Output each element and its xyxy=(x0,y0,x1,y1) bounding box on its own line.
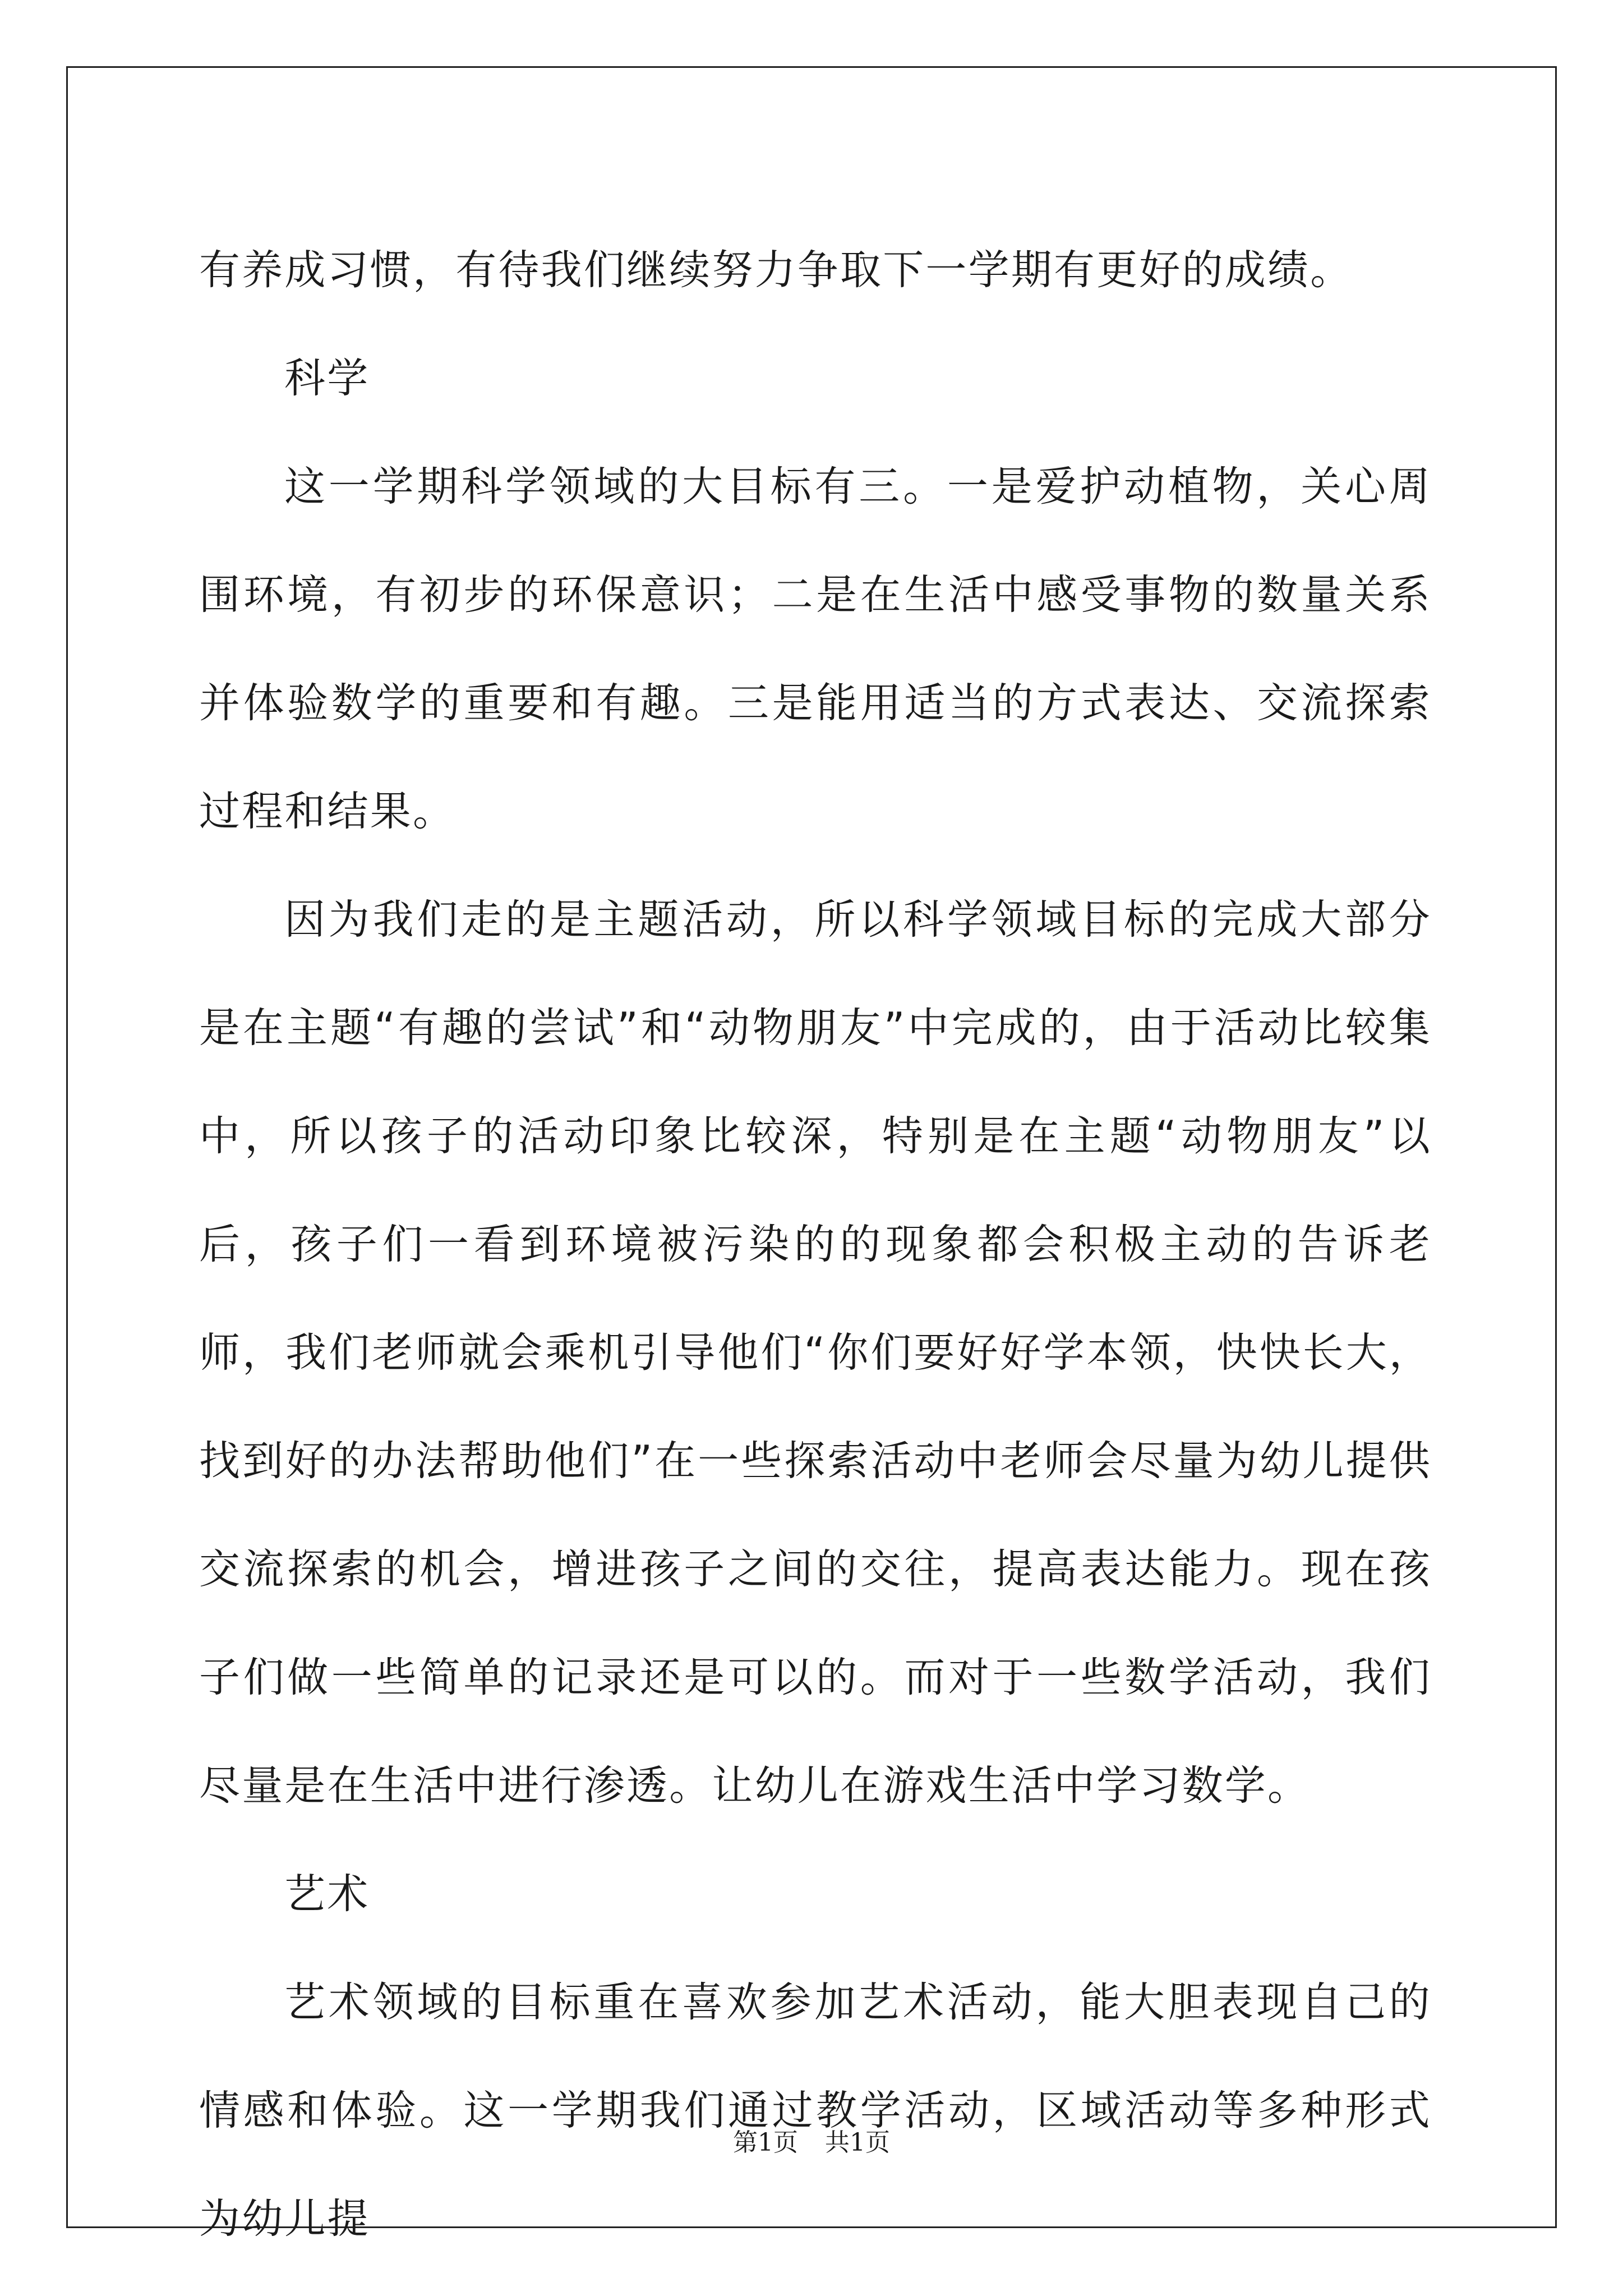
paragraph-science-goals: 这一学期科学领域的大目标有三。一是爱护动植物，关心周围环境，有初步的环保意识；二是在生活中感受事物的数量关系并体验数学的重要和有趣。三是能用适当的方式表达、交流探索过程和结果。 xyxy=(199,463,1432,835)
paragraph-science-activities: 因为我们走的是主题活动，所以科学领域目标的完成大部分是在主题“有趣的尝试”和“动物朋友”中完成的，由于活动比较集中，所以孩子的活动印象比较深，特别是在主题“动物朋友”以后，孩子们一看到环境被污染的的现象都会积极主动的告诉老师，我们老师就会乘机引导他们“你们要好好学本领，快快长大，找到好的办法帮助他们”在一些探索活动中老师会尽量为幼儿提供交流探索的机会，增进孩子之间的交往，提高表达能力。现在孩子们做一些简单的记录还是可以的。而对于一些数学活动，我们尽量是在生活中进行渗透。让幼儿在游戏生活中学习数学。 xyxy=(199,896,1432,1810)
section-heading-science: 科学 xyxy=(284,355,370,402)
page-footer xyxy=(0,2126,1623,2160)
paragraph-continuation: 有养成习惯，有待我们继续努力争取下一学期有更好的成绩。 xyxy=(199,246,1353,294)
page-number: 第1页 xyxy=(733,2128,798,2157)
paragraph-art-goals: 艺术领域的目标重在喜欢参加艺术活动，能大胆表现自己的情感和体验。这一学期我们通过教学活动，区域活动等多种形式为幼儿提 xyxy=(199,1978,1432,2243)
section-heading-art: 艺术 xyxy=(284,1870,370,1918)
document-body xyxy=(199,216,1432,2273)
page-total: 共1页 xyxy=(825,2128,890,2157)
